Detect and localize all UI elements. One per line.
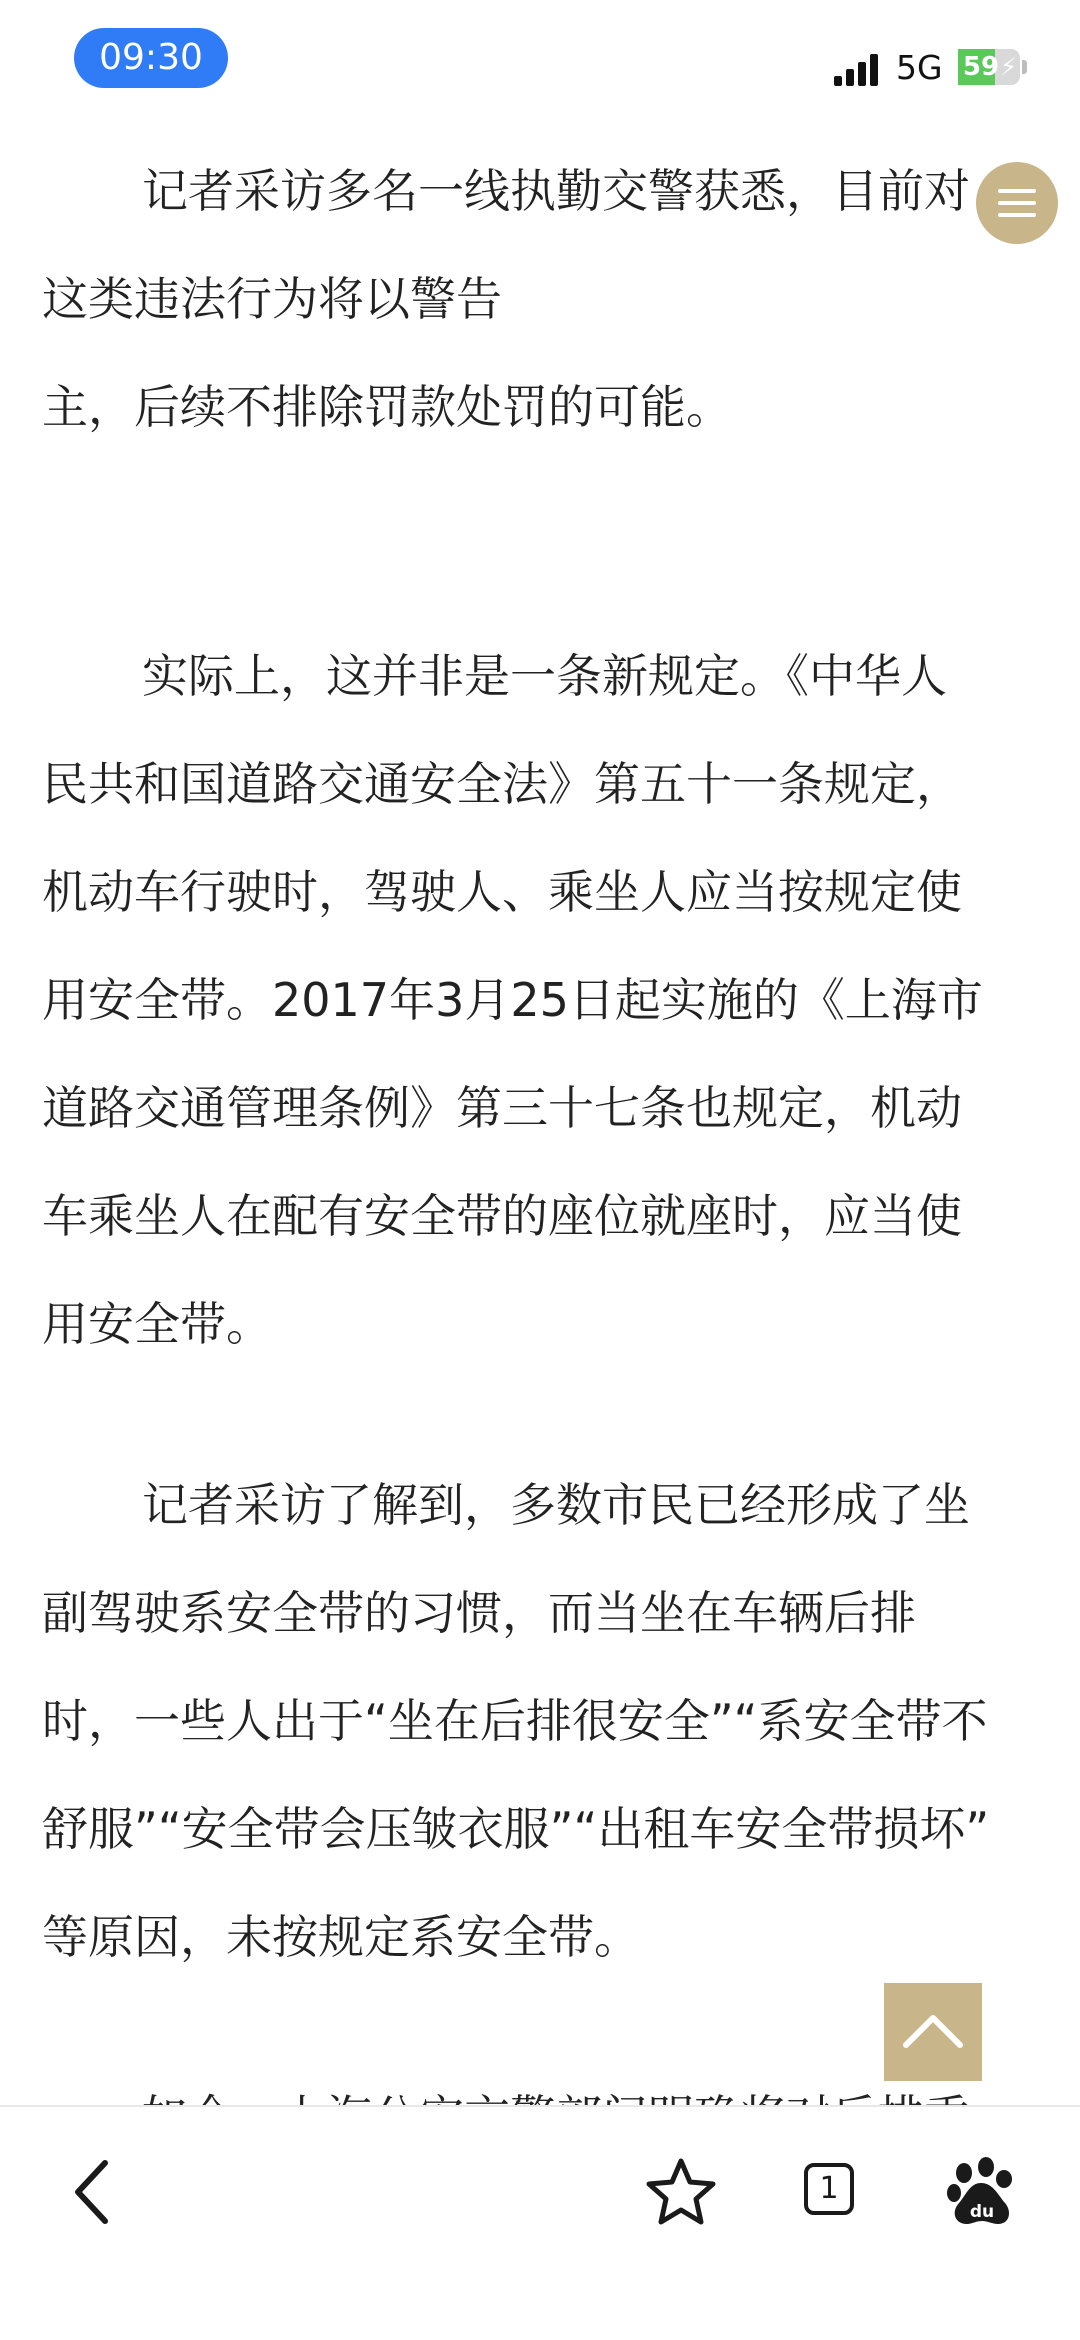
favorite-button[interactable] xyxy=(636,2147,726,2237)
paragraph-line: 记者采访了解到，多数市民已经形成了坐 xyxy=(142,1478,970,1532)
chevron-up-icon xyxy=(884,1983,982,2081)
paragraph-line: 副驾驶系安全带的习惯，而当坐在车辆后排 xyxy=(42,1586,916,1640)
star-icon xyxy=(636,2147,726,2237)
paragraph-line: 用安全带。2017年3月25日起实施的《上海市 xyxy=(42,973,983,1027)
paragraph-line: 这类违法行为将以警告 xyxy=(42,272,502,326)
paragraph-line: 实际上，这并非是一条新规定。《中华人 xyxy=(142,649,947,703)
paragraph-line: 用安全带。 xyxy=(42,1297,272,1351)
svg-text:du: du xyxy=(969,2202,995,2222)
battery-icon xyxy=(958,49,1020,85)
charging-bolt-icon: ⚡ xyxy=(1000,53,1017,81)
paragraph-line: 主，后续不排除罚款处罚的可能。 xyxy=(42,380,732,434)
battery-percentage: 59 xyxy=(962,52,1000,82)
battery-cap xyxy=(1022,60,1027,74)
bottom-toolbar xyxy=(0,2105,1080,2340)
back-button[interactable] xyxy=(48,2147,138,2237)
baidu-button[interactable] xyxy=(936,2147,1026,2237)
paragraph-line: 民共和国道路交通安全法》第五十一条规定， xyxy=(42,757,962,811)
status-time: 09:30 xyxy=(74,28,228,88)
hamburger-menu-icon xyxy=(998,213,1036,217)
article-paragraph-3 xyxy=(42,1451,1038,1991)
paragraph-line: 记者采访多名一线执勤交警获悉，目前对 xyxy=(142,164,970,218)
paragraph-line: 车乘坐人在配有安全带的座位就座时，应当使 xyxy=(42,1189,962,1243)
paragraph-line: 机动车行驶时，驾驶人、乘坐人应当按规定使 xyxy=(42,865,962,919)
scroll-to-top-button[interactable] xyxy=(884,1983,982,2081)
baidu-paw-icon xyxy=(936,2147,1026,2237)
paragraph-line: 时，一些人出于“坐在后排很安全”“系安全带不 xyxy=(42,1694,988,1748)
hamburger-menu-icon xyxy=(998,189,1036,193)
tab-count: 1 xyxy=(804,2163,854,2215)
tabs-button[interactable] xyxy=(786,2147,876,2237)
chevron-left-icon xyxy=(48,2147,138,2237)
paragraph-line: 道路交通管理条例》第三十七条也规定，机动 xyxy=(42,1081,962,1135)
status-bar xyxy=(0,0,1080,125)
signal-strength-icon xyxy=(834,52,884,86)
article-paragraph-2 xyxy=(42,622,1038,1378)
menu-button[interactable] xyxy=(976,162,1058,244)
article-paragraph-1 xyxy=(42,137,1038,461)
hamburger-menu-icon xyxy=(998,201,1036,205)
network-type: 5G xyxy=(896,48,943,87)
paragraph-line: 等原因，未按规定系安全带。 xyxy=(42,1910,640,1964)
paragraph-line: 舒服”“安全带会压皱衣服”“出租车安全带损坏” xyxy=(42,1802,990,1856)
